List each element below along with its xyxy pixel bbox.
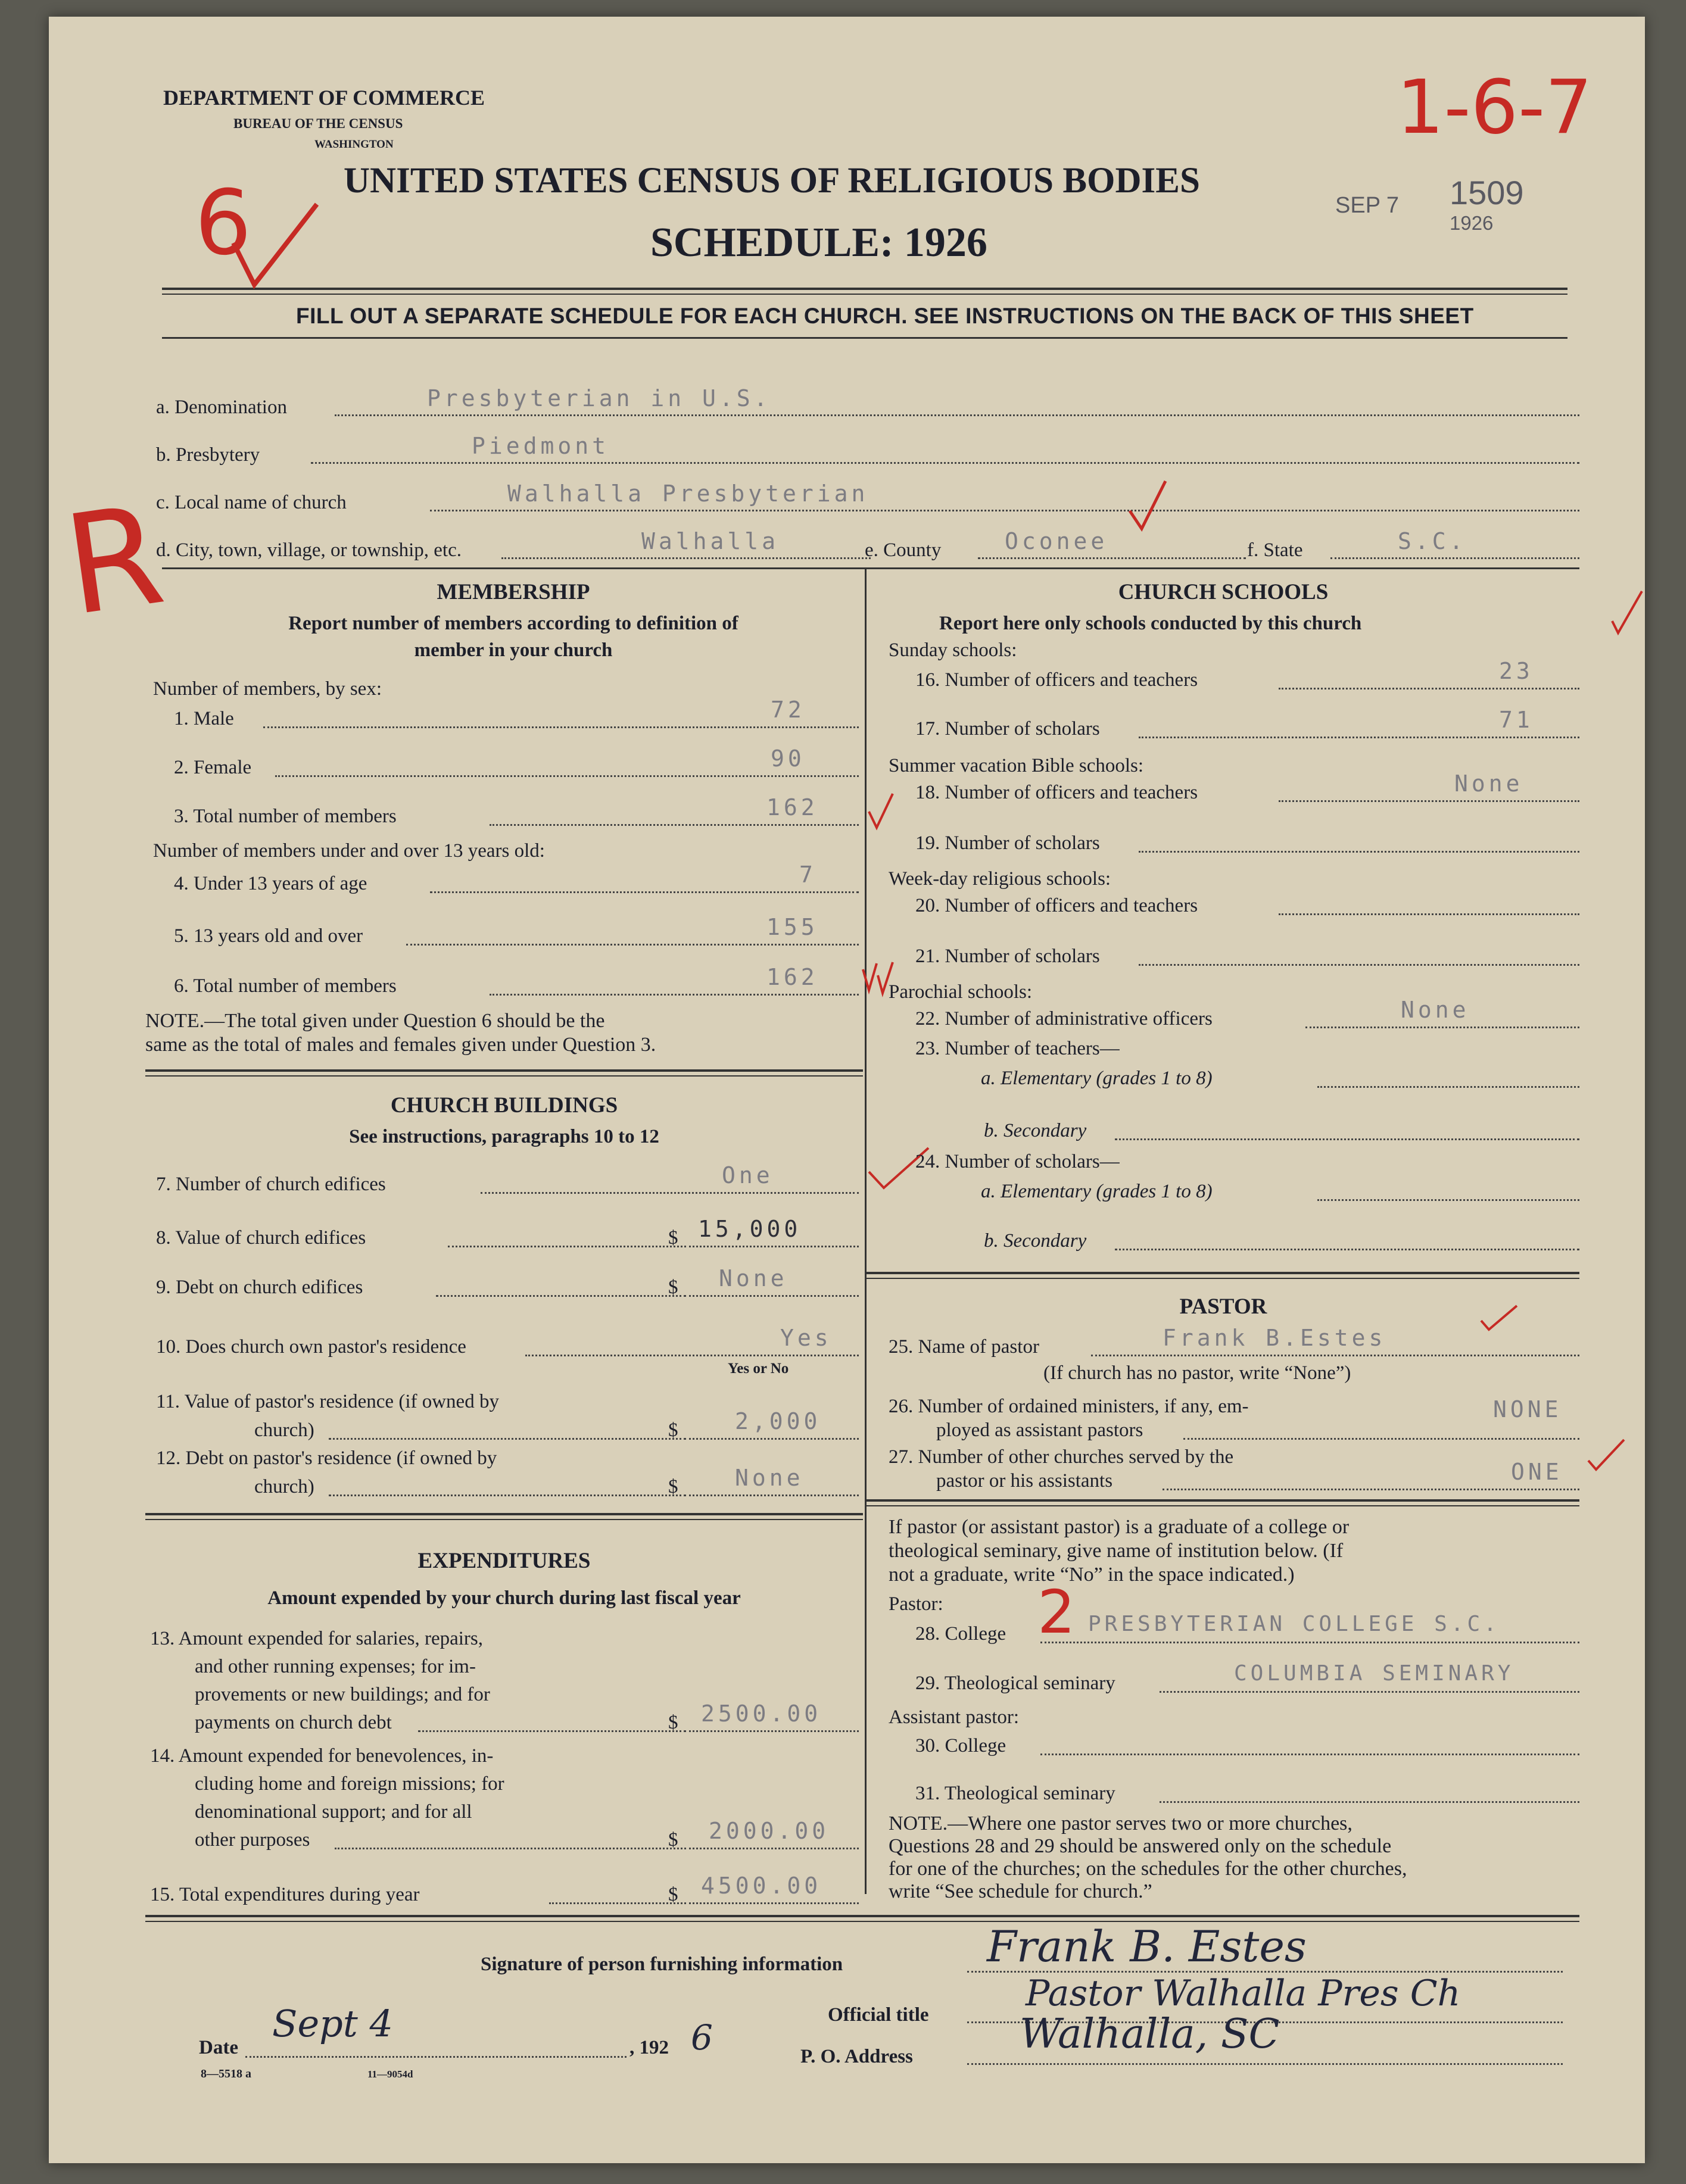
red-check-icon (1478, 1303, 1520, 1333)
church-name-label: c. Local name of church (156, 492, 347, 513)
q18-value[interactable]: None (1454, 770, 1523, 797)
red-check-icon (1609, 588, 1645, 636)
denomination-value[interactable]: Presbyterian in U.S. (427, 385, 771, 411)
state-label: f. State (1247, 539, 1303, 561)
form-title: UNITED STATES CENSUS OF RELIGIOUS BODIES (344, 161, 1200, 201)
q7-edifices-value[interactable]: One (722, 1162, 774, 1188)
q24a-label: a. Elementary (grades 1 to 8) (981, 1181, 1213, 1202)
q7-edifices-label: 7. Number of church edifices (156, 1174, 386, 1195)
q20-label: 20. Number of officers and teachers (915, 895, 1198, 916)
date-label: Date (199, 2037, 238, 2058)
members-by-age-label: Number of members under and over 13 years old: (153, 840, 545, 862)
church-schools-intro: Report here only schools conducted by this church (939, 613, 1362, 634)
membership-note-line2: same as the total of males and females given under Question 3. (145, 1034, 656, 1056)
q8-value[interactable]: 15,000 (698, 1216, 802, 1242)
q30-label: 30. College (915, 1735, 1006, 1756)
separate-schedule-instruction: FILL OUT A SEPARATE SCHEDULE FOR EACH CHURCH. SEE INSTRUCTIONS ON THE BACK OF THIS SHEET (296, 304, 1474, 328)
q17-label: 17. Number of scholars (915, 718, 1100, 740)
pastor-note-line4: write “See schedule for church.” (889, 1880, 1152, 1902)
q13-amount-value[interactable]: 2500.00 (701, 1701, 822, 1727)
q26-label-line1: 26. Number of ordained ministers, if any, em- (889, 1396, 1249, 1417)
print-number: 11—9054d (367, 2068, 413, 2080)
received-stamp-date: SEP 7 (1335, 193, 1400, 218)
pastor-note-line2: Questions 28 and 29 should be answered only on the schedule (889, 1835, 1392, 1857)
q13-label-line4: payments on church debt (195, 1712, 392, 1733)
q1-male-label: 1. Male (174, 708, 234, 729)
q23-label: 23. Number of teachers— (915, 1038, 1120, 1059)
red-check-icon (1127, 478, 1168, 532)
q16-label: 16. Number of officers and teachers (915, 669, 1198, 691)
city-label: d. City, town, village, or township, etc. (156, 539, 462, 561)
q9-debt-label: 9. Debt on church edifices (156, 1277, 363, 1298)
membership-intro-line2: member in your church (414, 639, 613, 661)
q11-residence-value-label-1: 11. Value of pastor's residence (if owned by (156, 1391, 499, 1412)
graduate-instruction-line3: not a graduate, write “No” in the space indicated.) (889, 1564, 1295, 1586)
q3-total-label: 3. Total number of members (174, 806, 397, 827)
q11-dollar-sign: $ (668, 1419, 678, 1441)
q29-label: 29. Theological seminary (915, 1673, 1115, 1694)
church-name-value[interactable]: Walhalla Presbyterian (507, 481, 869, 507)
margin-letter: R (56, 476, 173, 647)
q12-residence-debt-label-2: church) (254, 1476, 314, 1497)
pastor-note-line1: NOTE.—Where one pastor serves two or more churches, (889, 1812, 1352, 1834)
q23a-label: a. Elementary (grades 1 to 8) (981, 1068, 1213, 1089)
graduate-instruction-line2: theological seminary, give name of institution below. (If (889, 1540, 1344, 1562)
q18-label: 18. Number of officers and teachers (915, 782, 1198, 803)
q6-total-value[interactable]: 162 (766, 964, 818, 990)
q21-label: 21. Number of scholars (915, 946, 1100, 967)
po-address-value[interactable]: Walhalla, SC (1020, 2011, 1280, 2058)
q27-label-line1: 27. Number of other churches served by the (889, 1446, 1234, 1468)
pastor-note-line3: for one of the churches; on the schedules for the other churches, (889, 1858, 1407, 1880)
q15-dollar-sign: $ (668, 1884, 678, 1905)
q25-note: (If church has no pastor, write “None”) (1043, 1362, 1351, 1384)
buildings-heading: CHURCH BUILDINGS (390, 1093, 618, 1118)
q14-label-line1: 14. Amount expended for benevolences, in- (150, 1745, 494, 1767)
state-value[interactable]: S.C. (1398, 528, 1467, 554)
graduate-instruction-line1: If pastor (or assistant pastor) is a graduate of a college or (889, 1516, 1350, 1538)
q10-owns-residence-label: 10. Does church own pastor's residence (156, 1336, 466, 1358)
q14-amount-value[interactable]: 2000.00 (709, 1818, 830, 1844)
q11-residence-value-label-2: church) (254, 1419, 314, 1441)
official-title-value[interactable]: Pastor Walhalla Pres Ch (1026, 1973, 1461, 2014)
signature-label: Signature of person furnishing information (481, 1954, 843, 1975)
q2-female-label: 2. Female (174, 757, 252, 778)
q24b-label: b. Secondary (984, 1230, 1087, 1252)
membership-intro-line1: Report number of members according to definition of (288, 613, 738, 634)
q27-value[interactable]: ONE (1511, 1459, 1563, 1485)
q15-total-label: 15. Total expenditures during year (150, 1884, 420, 1905)
q8-dollar-sign: $ (668, 1227, 678, 1249)
signature-value[interactable]: Frank B. Estes (987, 1921, 1307, 1971)
red-check-icon (866, 791, 896, 832)
q24-label: 24. Number of scholars— (915, 1151, 1120, 1172)
q9-dollar-sign: $ (668, 1277, 678, 1298)
q22-label: 22. Number of administrative officers (915, 1008, 1213, 1029)
form-number: 8—5518 a (201, 2067, 251, 2080)
po-address-label: P. O. Address (800, 2046, 913, 2067)
assistant-pastor-subheading: Assistant pastor: (889, 1706, 1020, 1728)
presbytery-value[interactable]: Piedmont (472, 433, 610, 459)
date-year-digit[interactable]: 6 (691, 2017, 713, 2058)
q4-under13-label: 4. Under 13 years of age (174, 873, 367, 894)
q11-residence-value[interactable]: 2,000 (735, 1408, 821, 1434)
census-schedule-sheet (49, 17, 1645, 2163)
membership-heading: MEMBERSHIP (437, 580, 590, 604)
presbytery-label: b. Presbytery (156, 444, 260, 466)
date-year-prefix: , 192 (629, 2037, 669, 2058)
q14-label-line2: cluding home and foreign missions; for (195, 1773, 504, 1795)
q4-under13-value[interactable]: 7 (799, 862, 816, 888)
weekday-schools-label: Week-day religious schools: (889, 868, 1111, 890)
received-stamp-number: 1509 (1450, 174, 1524, 211)
q25-pastor-name-value[interactable]: Frank B.Estes (1163, 1325, 1386, 1351)
q26-value[interactable]: NONE (1493, 1396, 1562, 1422)
red-check-icon (227, 195, 323, 297)
q13-dollar-sign: $ (668, 1712, 678, 1733)
handwritten-code: 1-6-7 (1397, 64, 1592, 151)
bureau-name: BUREAU OF THE CENSUS (233, 116, 403, 131)
q2-female-value[interactable]: 90 (771, 745, 805, 772)
expenditures-heading: EXPENDITURES (417, 1549, 591, 1573)
red-check-number: 6 (195, 171, 252, 275)
q26-label-line2: ployed as assistant pastors (936, 1419, 1143, 1441)
pastor-subheading: Pastor: (889, 1593, 943, 1615)
denomination-label: a. Denomination (156, 397, 287, 418)
q12-residence-debt-value[interactable]: None (735, 1465, 804, 1491)
bureau-city: WASHINGTON (314, 138, 394, 151)
q5-over13-value[interactable]: 155 (766, 914, 818, 940)
q12-dollar-sign: $ (668, 1476, 678, 1497)
summer-schools-label: Summer vacation Bible schools: (889, 755, 1144, 776)
parochial-schools-label: Parochial schools: (889, 981, 1033, 1003)
q23b-label: b. Secondary (984, 1120, 1087, 1141)
buildings-subheading: See instructions, paragraphs 10 to 12 (349, 1126, 659, 1147)
q28-college-value[interactable]: PRESBYTERIAN COLLEGE S.C. (1088, 1612, 1500, 1636)
q9-debt-value[interactable]: None (719, 1265, 788, 1291)
q16-value[interactable]: 23 (1499, 658, 1534, 684)
county-label: e. County (865, 539, 942, 561)
q28-label: 28. College (915, 1623, 1006, 1645)
expenditures-subheading: Amount expended by your church during last fiscal year (267, 1587, 741, 1609)
q1-male-value[interactable]: 72 (771, 697, 805, 723)
official-title-label: Official title (828, 2004, 929, 2026)
q13-label-line3: provements or new buildings; and for (195, 1684, 490, 1705)
q14-label-line4: other purposes (195, 1829, 310, 1851)
q14-dollar-sign: $ (668, 1829, 678, 1851)
q25-label: 25. Name of pastor (889, 1336, 1039, 1358)
q3-total-value[interactable]: 162 (766, 794, 818, 820)
city-value[interactable]: Walhalla (641, 528, 780, 554)
q15-total-value[interactable]: 4500.00 (701, 1873, 822, 1899)
q13-label-line2: and other running expenses; for im- (195, 1656, 476, 1677)
members-by-sex-label: Number of members, by sex: (153, 678, 382, 700)
church-schools-heading: CHURCH SCHOOLS (1118, 580, 1329, 604)
date-value[interactable]: Sept 4 (272, 2002, 393, 2045)
received-stamp-year: 1926 (1450, 212, 1494, 234)
department-name: DEPARTMENT OF COMMERCE (163, 86, 485, 110)
red-check-icon (1585, 1437, 1627, 1472)
q5-over13-label: 5. 13 years old and over (174, 925, 363, 947)
q31-label: 31. Theological seminary (915, 1783, 1115, 1804)
q14-label-line3: denominational support; and for all (195, 1801, 472, 1823)
q22-value[interactable]: None (1401, 997, 1470, 1023)
schedule-title: SCHEDULE: 1926 (650, 220, 987, 266)
q19-label: 19. Number of scholars (915, 832, 1100, 854)
yes-no-hint: Yes or No (728, 1361, 789, 1377)
q12-residence-debt-label-1: 12. Debt on pastor's residence (if owned by (156, 1447, 497, 1469)
county-value[interactable]: Oconee (1005, 528, 1108, 554)
membership-note-line1: NOTE.—The total given under Question 6 should be the (145, 1010, 605, 1032)
q29-seminary-value[interactable]: COLUMBIA SEMINARY (1234, 1661, 1514, 1686)
q10-owns-residence-value[interactable]: Yes (780, 1325, 832, 1351)
q27-label-line2: pastor or his assistants (936, 1470, 1113, 1492)
q8-value-label: 8. Value of church edifices (156, 1227, 366, 1249)
red-college-mark: 2 (1037, 1577, 1076, 1647)
pastor-heading: PASTOR (1179, 1294, 1267, 1319)
q13-label-line1: 13. Amount expended for salaries, repairs, (150, 1628, 484, 1649)
q17-value[interactable]: 71 (1499, 707, 1534, 733)
q6-total-label: 6. Total number of members (174, 975, 397, 997)
sunday-schools-label: Sunday schools: (889, 639, 1017, 661)
